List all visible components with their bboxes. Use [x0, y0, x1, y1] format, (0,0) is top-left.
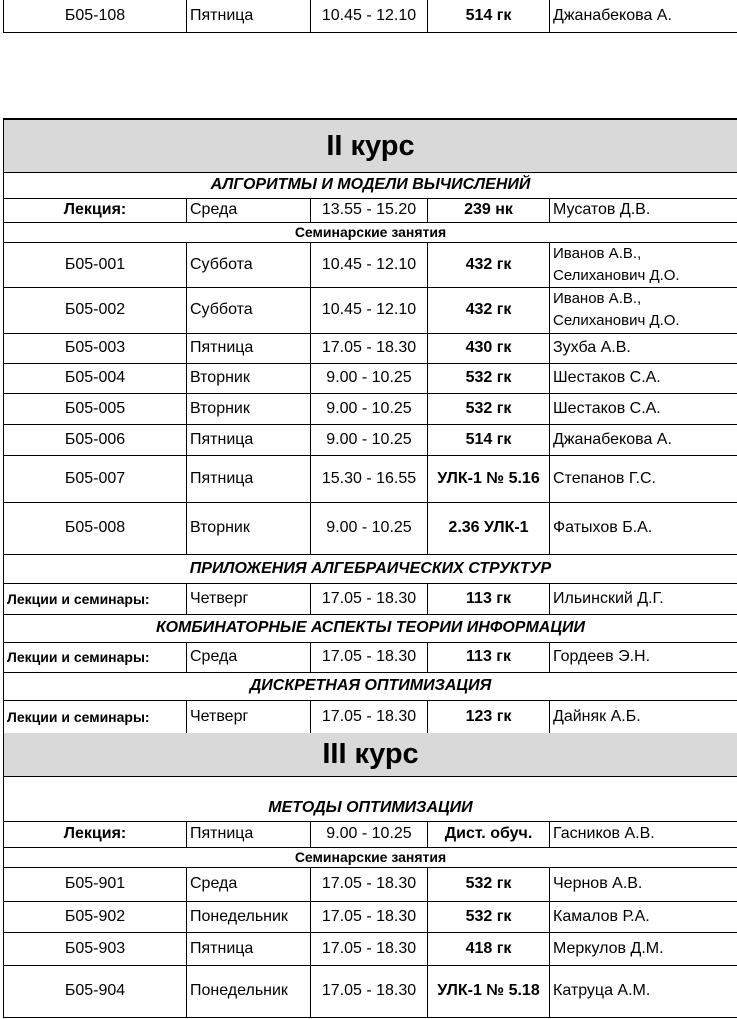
time-cell: 9.00 - 10.25 — [326, 430, 412, 448]
teacher-cell: Дайняк А.Б. — [553, 707, 641, 725]
group-cell: Лекция: — [63, 825, 127, 842]
group-cell: Б05-005 — [64, 399, 126, 417]
teacher-cell: Фатыхов Б.А. — [553, 519, 653, 536]
teacher-cell: Меркулов Д.М. — [553, 939, 664, 957]
teacher-cell: Джанабекова А. — [553, 430, 672, 448]
course-title: II курс — [326, 129, 415, 162]
day-cell: Среда — [190, 201, 238, 218]
time-cell: 9.00 - 10.25 — [326, 369, 412, 386]
day-cell: Четверг — [190, 707, 249, 725]
time-cell: 13.55 - 15.20 — [321, 201, 417, 218]
teacher-cell: Джанабекова А. — [553, 7, 672, 24]
room-cell: 239 нк — [464, 201, 513, 218]
group-cell: Б05-108 — [64, 7, 126, 24]
day-cell: Пятница — [190, 469, 254, 487]
time-cell: 17.05 - 18.30 — [321, 648, 417, 665]
seminars-label: Семинарские занятия — [294, 224, 447, 240]
teacher-cell: Шестаков С.А. — [553, 399, 661, 417]
time-cell: 17.05 - 18.30 — [321, 939, 417, 957]
teacher-cell: Шестаков С.А. — [553, 369, 661, 386]
time-cell: 9.00 - 10.25 — [326, 399, 412, 417]
day-cell: Понедельник — [190, 907, 288, 925]
group-cell: Лекция: — [63, 201, 127, 218]
day-cell: Пятница — [190, 430, 254, 448]
room-cell: УЛК-1 № 5.16 — [437, 469, 540, 487]
teacher-cell: Мусатов Д.В. — [553, 201, 651, 218]
subject-title: ПРИЛОЖЕНИЯ АЛГЕБРАИЧЕСКИХ СТРУКТУР — [189, 559, 552, 577]
subject-title: МЕТОДЫ ОПТИМИЗАЦИИ — [268, 799, 473, 816]
row-border — [3, 32, 737, 33]
day-cell: Среда — [190, 648, 238, 665]
row-border — [3, 776, 737, 777]
day-cell: Четверг — [190, 589, 249, 607]
teacher-cell — [550, 287, 737, 333]
group-cell: Б05-008 — [64, 519, 126, 536]
time-cell: 10.45 - 12.10 — [321, 255, 417, 273]
teacher-cell: Гордеев Э.Н. — [553, 648, 651, 665]
time-cell: 17.05 - 18.30 — [321, 875, 417, 892]
teacher-name: Иванов А.В., — [553, 290, 642, 307]
room-cell: 432 гк — [465, 301, 512, 318]
group-cell: Б05-004 — [64, 369, 126, 386]
time-cell: 10.45 - 12.10 — [321, 301, 417, 318]
time-cell: 17.05 - 18.30 — [321, 982, 417, 999]
teacher-name: Иванов А.В., — [553, 244, 642, 262]
room-cell: 113 гк — [466, 648, 511, 665]
teacher-cell: Зухба А.В. — [553, 339, 631, 356]
teacher-cell: Камалов Р.А. — [553, 907, 650, 925]
subject-title: АЛГОРИТМЫ И МОДЕЛИ ВЫЧИСЛЕНИЙ — [210, 176, 531, 193]
group-cell: Лекции и семинары: — [7, 649, 150, 665]
group-cell: Б05-002 — [64, 301, 126, 318]
subject-title: ДИСКРЕТНАЯ ОПТИМИЗАЦИЯ — [249, 677, 492, 694]
room-cell: УЛК-1 № 5.18 — [437, 982, 540, 999]
group-cell: Лекции и семинары: — [7, 590, 150, 607]
teacher-cell: Степанов Г.С. — [553, 469, 656, 487]
day-cell: Среда — [190, 875, 238, 892]
room-cell: 432 гк — [465, 255, 512, 273]
room-cell: Дист. обуч. — [444, 825, 533, 842]
room-cell: 113 гк — [466, 589, 511, 607]
day-cell: Вторник — [190, 399, 250, 417]
teacher-cell: Ильинский Д.Г. — [553, 589, 664, 607]
day-cell: Пятница — [190, 939, 254, 957]
day-cell: Пятница — [190, 339, 254, 356]
room-cell: 430 гк — [465, 339, 512, 356]
group-cell: Б05-006 — [64, 430, 126, 448]
seminars-label: Семинарские занятия — [294, 849, 447, 865]
time-cell: 17.05 - 18.30 — [321, 339, 417, 356]
room-cell: 2.36 УЛК-1 — [448, 519, 529, 536]
teacher-cell: Катруца А.М. — [553, 982, 651, 999]
room-cell: 418 гк — [465, 939, 512, 957]
group-cell: Б05-001 — [64, 255, 126, 273]
teacher-name: Селиханович Д.О. — [553, 266, 680, 284]
teacher-cell: Гасников А.В. — [553, 825, 655, 842]
time-cell: 17.05 - 18.30 — [321, 589, 417, 607]
room-cell: 532 гк — [465, 399, 512, 417]
room-cell: 514 гк — [465, 430, 512, 448]
course-title: III курс — [322, 738, 419, 770]
time-cell: 10.45 - 12.10 — [321, 7, 417, 24]
row-border — [3, 1017, 737, 1018]
group-cell: Б05-901 — [64, 875, 126, 892]
time-cell: 17.05 - 18.30 — [321, 907, 417, 925]
time-cell: 17.05 - 18.30 — [321, 707, 417, 725]
subject-title: КОМБИНАТОРНЫЕ АСПЕКТЫ ТЕОРИИ ИНФОРМАЦИИ — [155, 619, 586, 636]
day-cell: Вторник — [190, 369, 250, 386]
day-cell: Суббота — [190, 301, 253, 318]
day-cell: Пятница — [190, 825, 254, 842]
room-cell: 123 гк — [465, 707, 512, 725]
group-cell: Б05-902 — [64, 907, 126, 925]
time-cell: 9.00 - 10.25 — [326, 825, 412, 842]
time-cell: 15.30 - 16.55 — [321, 469, 417, 487]
group-cell: Лекции и семинары: — [7, 708, 150, 725]
day-cell: Понедельник — [190, 982, 288, 999]
room-cell: 532 гк — [465, 875, 512, 892]
room-cell: 532 гк — [465, 369, 512, 386]
teacher-cell: Чернов А.В. — [553, 875, 643, 892]
teacher-cell — [550, 242, 737, 287]
day-cell: Вторник — [190, 519, 250, 536]
group-cell: Б05-903 — [64, 939, 126, 957]
day-cell: Суббота — [190, 255, 253, 273]
time-cell: 9.00 - 10.25 — [326, 519, 412, 536]
group-cell: Б05-904 — [64, 982, 126, 999]
teacher-name: Селиханович Д.О. — [553, 312, 680, 329]
day-cell: Пятница — [190, 7, 254, 24]
group-cell: Б05-003 — [64, 339, 126, 356]
room-cell: 532 гк — [465, 907, 512, 925]
room-cell: 514 гк — [465, 7, 512, 24]
group-cell: Б05-007 — [64, 469, 126, 487]
